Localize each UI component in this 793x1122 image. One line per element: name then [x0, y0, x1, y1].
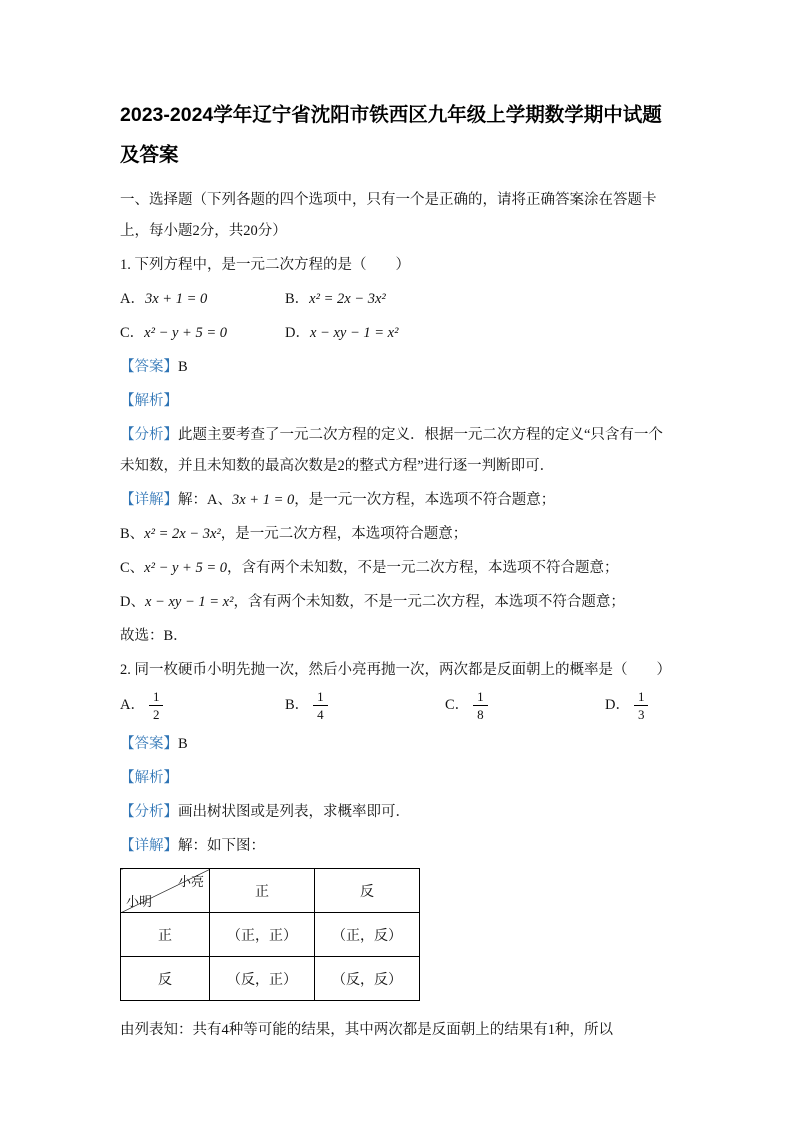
option-key: A． — [120, 696, 145, 713]
fraction-denominator: 4 — [317, 707, 324, 722]
option-expression: 3x + 1 = 0 — [144, 291, 208, 307]
question-2-stem: 2. 同一枚硬币小明先抛一次，然后小亮再抛一次，两次都是反面朝上的概率是（ ） — [120, 662, 671, 678]
q2-option-b — [285, 690, 445, 721]
q2-xiangjie-text: 解：如下图： — [178, 838, 265, 854]
option-key: A． — [120, 291, 145, 307]
table-row-header: 正 — [121, 913, 210, 957]
q1-detail-line-b — [120, 519, 677, 550]
xiangjie-label: 【详解】 — [120, 838, 178, 854]
probability-table — [120, 868, 420, 1001]
fraction-numerator: 1 — [634, 690, 649, 706]
question-1-options-row-1 — [120, 284, 677, 315]
q1-fenxi-line — [120, 420, 677, 482]
detail-post: ，是一元二次方程，本选项符合题意； — [220, 526, 468, 542]
option-key: B． — [285, 696, 310, 713]
q2-answer-line — [120, 729, 677, 760]
table-row — [121, 913, 420, 957]
fraction — [634, 690, 649, 721]
detail-math: x² = 2x − 3x² — [144, 526, 221, 542]
q2-fenxi-text: 画出树状图或是列表，求概率即可． — [178, 804, 410, 820]
fenxi-label: 【分析】 — [120, 427, 178, 443]
detail-pre: C、 — [120, 560, 145, 576]
answer-label: 【答案】 — [120, 736, 178, 752]
table-col-header: 反 — [315, 869, 420, 913]
table-cell: （反，反） — [315, 957, 420, 1001]
option-key: D． — [605, 696, 630, 713]
q2-fenxi-line — [120, 797, 677, 828]
question-1-options-row-2 — [120, 318, 677, 349]
fraction-denominator: 8 — [477, 707, 484, 722]
fraction — [149, 690, 164, 721]
answer-label: 【答案】 — [120, 359, 178, 375]
fraction-denominator: 2 — [152, 707, 160, 722]
detail-math: 3x + 1 = 0 — [231, 492, 295, 508]
q2-option-c — [445, 690, 605, 721]
fraction — [473, 690, 488, 721]
q1-conclusion: 故选：B． — [120, 628, 188, 644]
table-cell: （正，反） — [315, 913, 420, 957]
table-corner-cell — [121, 869, 210, 913]
section-intro: 一、选择题（下列各题的四个选项中，只有一个是正确的，请将正确答案涂在答题卡上，每小题2分，共20分） — [120, 192, 657, 239]
xiangjie-label: 【详解】 — [120, 492, 178, 508]
detail-post: ，是一元一次方程，本选项不符合题意； — [294, 492, 556, 508]
table-col-header: 正 — [210, 869, 315, 913]
q1-detail-line-c — [120, 553, 677, 584]
detail-math: x − xy − 1 = x² — [144, 594, 234, 610]
fraction-numerator: 1 — [473, 690, 488, 706]
option-expression: x² = 2x − 3x² — [309, 291, 386, 307]
detail-post: ，含有两个未知数，不是一元二次方程，本选项不符合题意； — [233, 594, 625, 610]
q2-conclusion: 由列表知：共有4种等可能的结果，其中两次都是反面朝上的结果有1种，所以 — [120, 1022, 613, 1038]
question-2-options — [120, 690, 677, 721]
table-header-row — [121, 869, 420, 913]
q1-detail-line-a — [120, 485, 677, 516]
table-row-header: 反 — [121, 957, 210, 1001]
table-cell: （反，正） — [210, 957, 315, 1001]
detail-pre: D、 — [120, 594, 145, 610]
q1-option-b — [285, 284, 677, 315]
fenxi-label: 【分析】 — [120, 804, 178, 820]
q2-option-d — [605, 690, 677, 721]
table-row — [121, 957, 420, 1001]
option-key: D． — [285, 325, 310, 341]
option-key: C． — [120, 325, 145, 341]
q1-option-c — [120, 318, 285, 349]
document-title: 2023-2024学年辽宁省沈阳市铁西区九年级上学期数学期中试题及答案 — [120, 104, 662, 166]
fraction-numerator: 1 — [149, 690, 164, 706]
fraction-denominator: 3 — [637, 707, 645, 722]
fraction-numerator: 1 — [313, 690, 328, 706]
detail-pre: B、 — [120, 526, 145, 542]
q1-jiexi-line — [120, 386, 677, 417]
fraction — [313, 690, 328, 721]
detail-pre: 解：A、 — [178, 492, 232, 508]
detail-post: ，含有两个未知数，不是一元二次方程，本选项不符合题意； — [227, 560, 619, 576]
question-1-stem: 1. 下列方程中，是一元二次方程的是（ ） — [120, 257, 410, 273]
q1-option-d — [285, 318, 677, 349]
q1-answer-value: B — [178, 359, 188, 375]
detail-math: x² − y + 5 = 0 — [144, 560, 227, 576]
q1-answer-line — [120, 352, 677, 383]
option-key: C． — [445, 696, 470, 713]
jiexi-label: 【解析】 — [120, 393, 178, 409]
table-cell: （正，正） — [210, 913, 315, 957]
corner-label-xiaoming: 小明 — [126, 894, 153, 909]
q1-fenxi-text: 此题主要考查了一元二次方程的定义．根据一元二次方程的定义“只含有一个未知数，并且未知数的最高次数是2的整式方程”进行逐一判断即可． — [120, 427, 663, 474]
q1-option-a — [120, 284, 285, 315]
q2-jiexi-line — [120, 763, 677, 794]
q2-xiangjie-line — [120, 831, 677, 862]
option-expression: x − xy − 1 = x² — [309, 325, 399, 341]
jiexi-label: 【解析】 — [120, 770, 178, 786]
q2-option-a — [120, 690, 285, 721]
option-expression: x² − y + 5 = 0 — [144, 325, 227, 341]
option-key: B． — [285, 291, 310, 307]
q1-detail-line-d — [120, 587, 677, 618]
q2-answer-value: B — [178, 736, 188, 752]
corner-label-xiaoliang: 小亮 — [177, 874, 204, 889]
